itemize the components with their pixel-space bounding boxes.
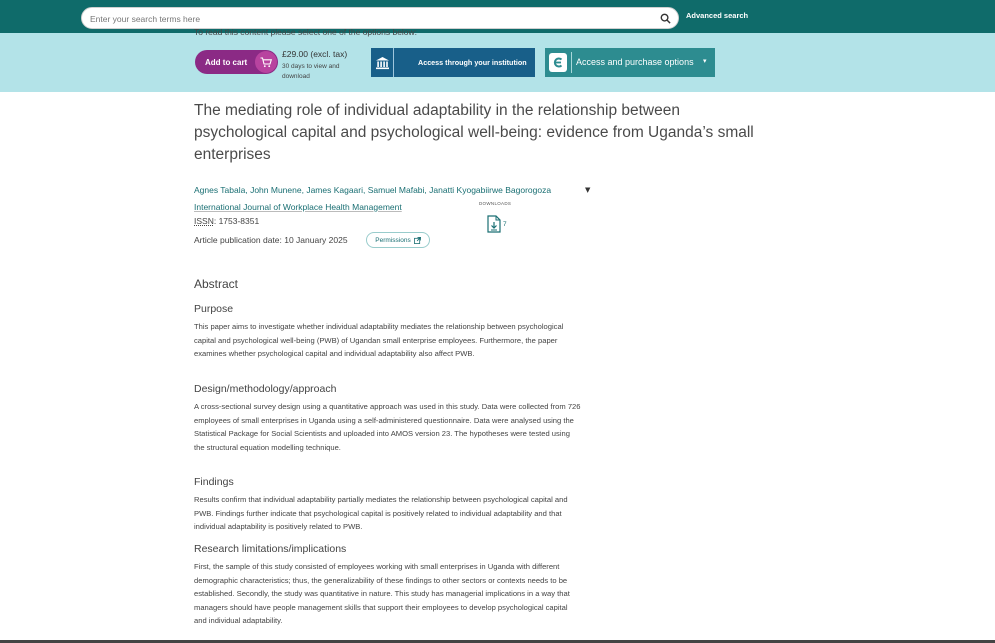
article-title: The mediating role of individual adaptability in the relationship between psychological capital and psychological well-being: evidence from Uganda’s small enterprises [194,102,754,163]
institution-icon [371,48,394,77]
section-body-findings: Results confirm that individual adaptability partially mediates the relationship between psychological capital and PWB. Findings further indicate that psychological capital is positively related to individual adaptability and that individual adaptability is positively related to PWB. [194,495,568,531]
access-options-band [0,27,995,92]
downloads-label: DOWNLOADS [479,201,512,206]
price: £29.00 (excl. tax) [282,49,348,59]
section-body-limitations: First, the sample of this study consisted of employees working with small enterprises in Uganda with different demographic characteristics; thus, the generalizability of these findings to other sectors or contexts needs to be established. Secondly, the study was quantitative in nature. This study has managerial implications in a way that managers should have people management skills that support their employees to develop psychological capital and individual adaptability. [194,562,570,625]
add-to-cart-button[interactable] [195,50,278,74]
section-heading-purpose: Purpose [194,303,234,315]
search-icon[interactable] [660,13,671,24]
journal-link[interactable]: International Journal of Workplace Health Management [194,202,402,212]
issn-value: : 1753-8351 [213,216,260,226]
institution-access-label: Access through your institution [418,58,527,67]
issn [194,216,259,226]
publication-date: Article publication date: 10 January 2025 [194,235,348,245]
add-to-cart-label: Add to cart [205,57,248,67]
purchase-options-button[interactable] [545,48,715,77]
select-option-message: To read this content please select one of the options below: [194,27,418,37]
external-link-icon [414,237,421,244]
search-box [81,7,679,29]
download-file-icon [487,215,501,233]
search-input[interactable] [90,11,650,27]
section-heading-limitations: Research limitations/implications [194,543,347,555]
authors-list[interactable]: Agnes Tabala, John Munene, James Kagaari, Samuel Mafabi, Janatti Kyogabiirwe Bagorogoza [194,185,552,195]
abstract-heading: Abstract [194,277,239,291]
top-search-bar [0,0,995,33]
permissions-button[interactable] [366,232,430,248]
emerald-logo-icon [549,53,567,72]
authors-expand-icon[interactable]: ▼ [585,186,591,194]
price-note: 30 days to view and download [282,63,340,80]
section-body-design: A cross-sectional survey design using a quantitative approach was used in this study. Data were collected from 726 employees of small enterprises in Uganda using a self-administered questionnaire. Data were analysed using the Statistical Package for Social Scientists and uploaded into AMOS version 23. The hypotheses were tested using the structural equation modelling technique. [194,402,581,452]
institution-access-button[interactable] [371,48,535,77]
section-body-purpose: This paper aims to investigate whether individual adaptability mediates the relationship between psychological capital and psychological well-being (PWB) of Ugandan small enterprise employees. Furthermore, the paper examines whether psychological capital and individual adaptability also affect PWB. [194,322,564,358]
purchase-options-label: Access and purchase options [576,57,694,67]
advanced-search-link[interactable]: Advanced search [686,11,749,20]
downloads-count: 7 [503,221,507,228]
cart-icon [255,51,277,73]
issn-label: ISSN [194,216,214,226]
section-heading-findings: Findings [194,476,234,488]
chevron-down-icon: ▾ [703,57,707,65]
permissions-label: Permissions [375,236,411,244]
purchase-separator [571,52,572,73]
section-heading-design: Design/methodology/approach [194,383,337,395]
